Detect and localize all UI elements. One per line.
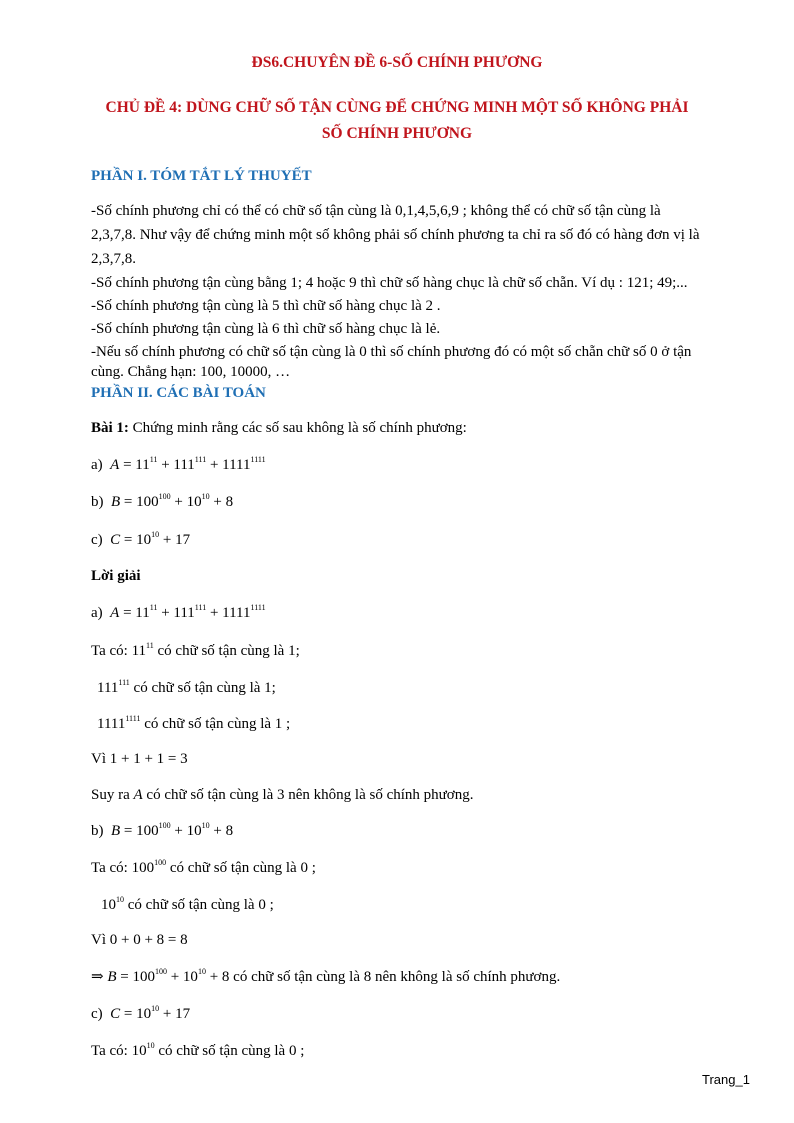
solution-a-step1: Ta có: $11^{11}$ có chữ số tận cùng là 1; [91, 641, 300, 659]
solution-heading: Lời giải [91, 568, 141, 584]
theory-1-line3: 2,3,7,8. [91, 251, 136, 267]
problem-c: c) $C = 10^{10} + 17$ [91, 530, 191, 548]
problem-a: a) $A = 11^{11} + 111^{111} + 1111^{1111}$ [91, 455, 266, 473]
exercise-1-text: Chứng minh rằng các số sau không là số chính phương: [128, 420, 467, 436]
document-title: ĐS6.CHUYÊN ĐỀ 6-SỐ CHÍNH PHƯƠNG [251, 54, 543, 71]
topic-title-line2: SỐ CHÍNH PHƯƠNG [321, 125, 473, 142]
part2-heading: PHẦN II. CÁC BÀI TOÁN [91, 385, 266, 401]
theory-2: -Số chính phương tận cùng bằng 1; 4 hoặc 9 thì chữ số hàng chục là chữ số chẵn. Ví dụ : 121; 49;... [91, 275, 688, 291]
theory-1-line1: -Số chính phương chỉ có thể có chữ số tận cùng là 0,1,4,5,6,9 ; không thể có chữ số tận cùng là [91, 203, 661, 219]
theory-5-line1: -Nếu số chính phương có chữ số tận cùng là 0 thì số chính phương đó có một số chẵn chữ số 0 ở tận [91, 344, 692, 360]
solution-a-conclusion: Suy ra A có chữ số tận cùng là 3 nên không là số chính phương. [91, 787, 474, 803]
page-number-footer: Trang_1 [702, 1072, 750, 1087]
solution-b-step2: $10^{10}$ có chữ số tận cùng là 0 ; [101, 895, 274, 913]
solution-b-step1: Ta có: $100^{100}$ có chữ số tận cùng là 0 ; [91, 858, 316, 876]
topic-title-line1: CHỦ ĐỀ 4: DÙNG CHỮ SỐ TẬN CÙNG ĐỂ CHỨNG MINH MỘT SỐ KHÔNG PHẢI [105, 99, 689, 116]
exercise-1-statement [91, 418, 467, 438]
solution-c-step1: Ta có: $10^{10}$ có chữ số tận cùng là 0 ; [91, 1041, 305, 1059]
theory-4: -Số chính phương tận cùng là 6 thì chữ số hàng chục là lẻ. [91, 321, 441, 337]
problem-b: b) $B = 100^{100} + 10^{10} + 8$ [91, 492, 234, 510]
solution-b-conclusion: ⇒ $B = 100^{100} + 10^{10} + 8$ có chữ số tận cùng là 8 nên không là số chính phương. [91, 967, 561, 985]
solution-a-step4: Vì 1 + 1 + 1 = 3 [91, 751, 188, 767]
theory-5-line2: cùng. Chẳng hạn: 100, 10000, … [91, 364, 291, 380]
exercise-1-label: Bài 1: [91, 420, 129, 436]
theory-1-line2: 2,3,7,8. Như vậy để chứng minh một số không phải số chính phương ta chỉ ra số đó có hàng đơn vị là [91, 227, 700, 243]
part1-heading: PHẦN I. TÓM TẮT LÝ THUYẾT [91, 168, 312, 184]
solution-a-step3: $1111^{1111}$ có chữ số tận cùng là 1 ; [97, 714, 291, 732]
solution-a-expression: a) $A = 11^{11} + 111^{111} + 1111^{1111}$ [91, 603, 266, 621]
solution-b-step3: Vì 0 + 0 + 8 = 8 [91, 932, 188, 948]
solution-a-step2: $111^{111}$ có chữ số tận cùng là 1; [97, 678, 276, 696]
solution-b-expression: b) $B = 100^{100} + 10^{10} + 8$ [91, 821, 234, 839]
solution-c-expression: c) $C = 10^{10} + 17$ [91, 1004, 191, 1022]
theory-3: -Số chính phương tận cùng là 5 thì chữ số hàng chục là 2 . [91, 298, 441, 314]
